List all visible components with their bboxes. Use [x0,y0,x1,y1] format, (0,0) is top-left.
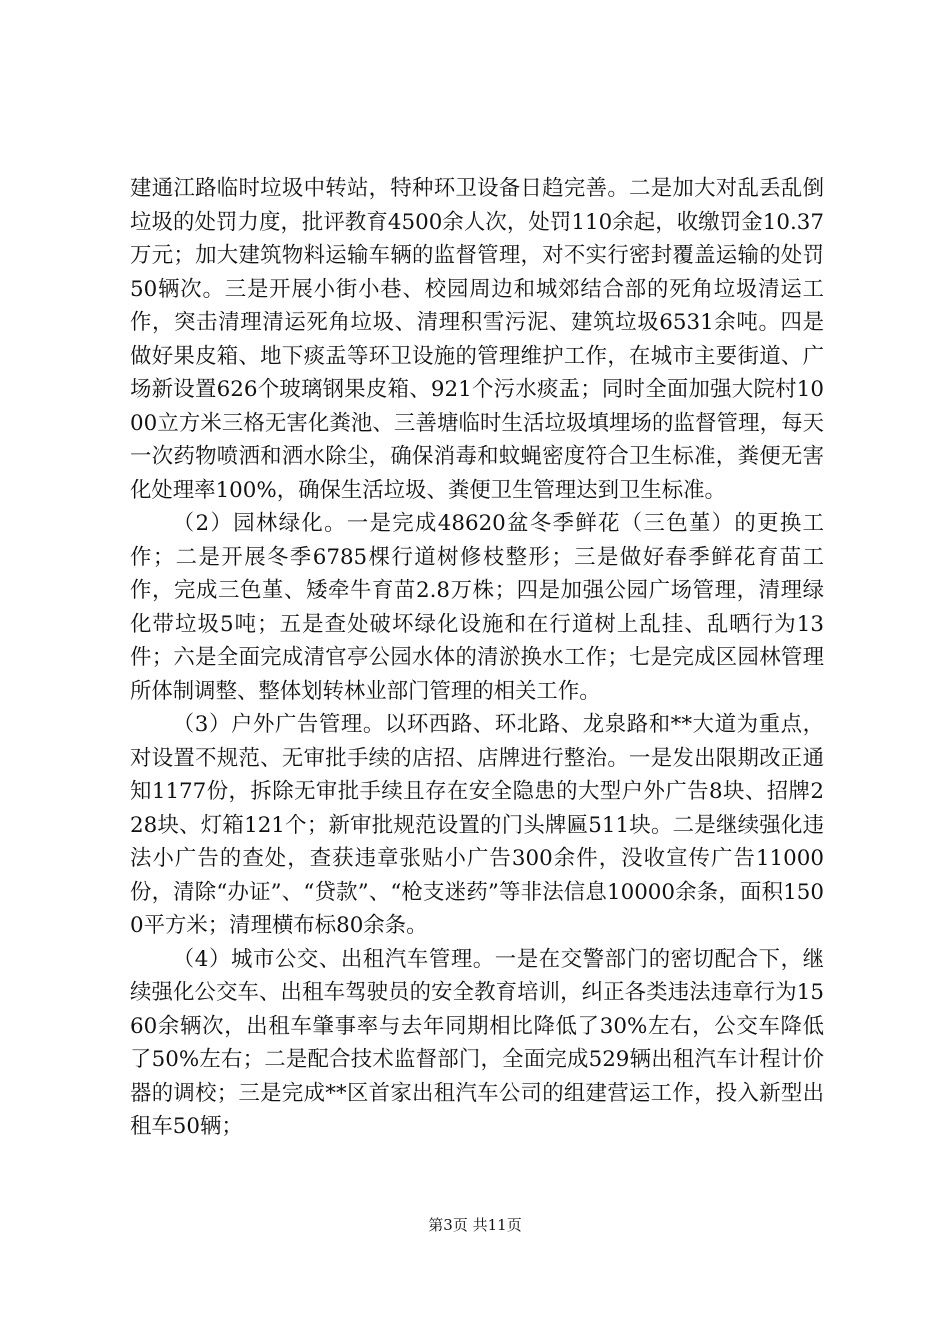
paragraph-landscaping: （2）园林绿化。一是完成48620盆冬季鲜花（三色堇）的更换工作；二是开展冬季6785棵行道树修枝整形；三是做好春季鲜花育苗工作，完成三色堇、矮牵牛育苗2.8万株；四是加强公园广场管理，清理绿化带垃圾5吨；五是查处破坏绿化设施和在行道树上乱挂、乱晒行为13件；六是全面完成清官亭公园水体的清淤换水工作；七是完成区园林管理所体制调整、整体划转林业部门管理的相关工作。 [130,511,824,704]
page-footer [0,1214,950,1235]
paragraph-outdoor-ads: （3）户外广告管理。以环西路、环北路、龙泉路和**大道为重点，对设置不规范、无审批手续的店招、店牌进行整治。一是发出限期改正通知1177份，拆除无审批手续且存在安全隐患的大型户外广告8块、招牌228块、灯箱121个；新审批规范设置的门头牌匾511块。二是继续强化违法小广告的查处，查获违章张贴小广告300余件，没收宣传广告11000份，清除“办证”、“贷款”、“枪支迷药”等非法信息10000余条，面积1500平方米；清理横布标80余条。 [130,712,824,938]
page-number: 第3页 共11页 [428,1216,522,1234]
paragraph-transit-taxi: （4）城市公交、出租汽车管理。一是在交警部门的密切配合下，继续强化公交车、出租车驾驶员的安全教育培训，纠正各类违法违章行为1560余辆次，出租车肇事率与去年同期相比降低了30%左右，公交车降低了50%左右；二是配合技术监督部门，全面完成529辆出租汽车计程计价器的调校；三是完成**区首家出租汽车公司的组建营运工作，投入新型出租车50辆； [130,946,824,1139]
paragraph-sanitation: 建通江路临时垃圾中转站，特种环卫设备日趋完善。二是加大对乱丢乱倒垃圾的处罚力度，批评教育4500余人次，处罚110余起，收缴罚金10.37万元；加大建筑物料运输车辆的监督管理，对不实行密封覆盖运输的处罚50辆次。三是开展小街小巷、校园周边和城郊结合部的死角垃圾清运工作，突击清理清运死角垃圾、清理积雪污泥、建筑垃圾6531余吨。四是做好果皮箱、地下痰盂等环卫设施的管理维护工作，在城市主要街道、广场新设置626个玻璃钢果皮箱、921个污水痰盂；同时全面加强大院村1000立方米三格无害化粪池、三善塘临时生活垃圾填埋场的监督管理，每天一次药物喷洒和洒水除尘，确保消毒和蚊蝇密度符合卫生标准，粪便无害化处理率100%，确保生活垃圾、粪便卫生管理达到卫生标准。 [130,176,824,503]
document-body [130,172,824,1144]
